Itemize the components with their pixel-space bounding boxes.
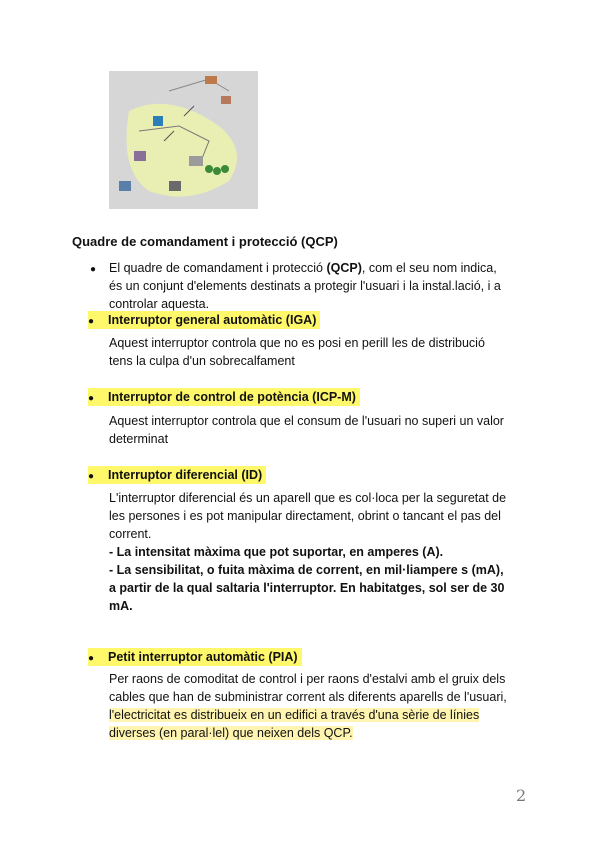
intro-paragraph [109, 259, 533, 313]
distribution-network-illustration [109, 71, 258, 209]
intro-text: El quadre de comandament i protecció [109, 261, 327, 275]
highlighted-text: l'electricitat es distribueix en un edifici a través d'una sèrie de línies [109, 708, 480, 722]
intro-acronym: (QCP) [326, 261, 362, 275]
bullet-dot: ● [90, 264, 97, 275]
intro-text: és un conjunt d'elements destinats a protegir l'usuari i la instal.lació, i a [109, 279, 501, 293]
highlighted-text: diverses (en paral·lel) que neixen dels QCP. [109, 726, 353, 740]
section-body-pia: Per raons de comoditat de control i per raons d'estalvi amb el gruix dels cables que han de subministrar corrent als diferents aparells de l'usuari, l'electricitat es distribueix en un edifici a través d'una sèrie de línies diverses (en paral·lel) que neixen dels QCP. [109, 672, 507, 740]
section-title-iga: ● Interruptor general automàtic (IGA) [88, 311, 320, 329]
section-body-icp: Aquest interruptor controla que el consum de l'usuari no superi un valor determinat [109, 414, 504, 446]
section-title-id: ● Interruptor diferencial (ID) [88, 466, 266, 484]
section-title-icp: ● Interruptor de control de potència (ICP-M) [88, 388, 360, 406]
section-body-id: L'interruptor diferencial és un aparell que es col·loca per la seguretat de les persones i es pot manipular directament, obrint o tancant el pas del corrent. - La intensitat màxima que pot suportar, en amperes (A). - La sensibilitat, o fuita màxima de corrent, en mil·liampere s (mA), a partir de la qual saltaria l'interruptor. En habitatges, sol ser de 30 mA. [109, 491, 507, 613]
section-body-iga: Aquest interruptor controla que no es posi en perill les de distribució tens la culpa d'un sobrecalfament [109, 336, 485, 368]
intro-text: controlar aquesta. [109, 297, 210, 311]
intro-text: , com el seu nom indica, [361, 261, 497, 275]
section-title-pia: ● Petit interruptor automàtic (PIA) [88, 648, 302, 666]
section-heading: Quadre de comandament i protecció (QCP) [72, 234, 338, 249]
page-number: 2 [516, 786, 527, 805]
